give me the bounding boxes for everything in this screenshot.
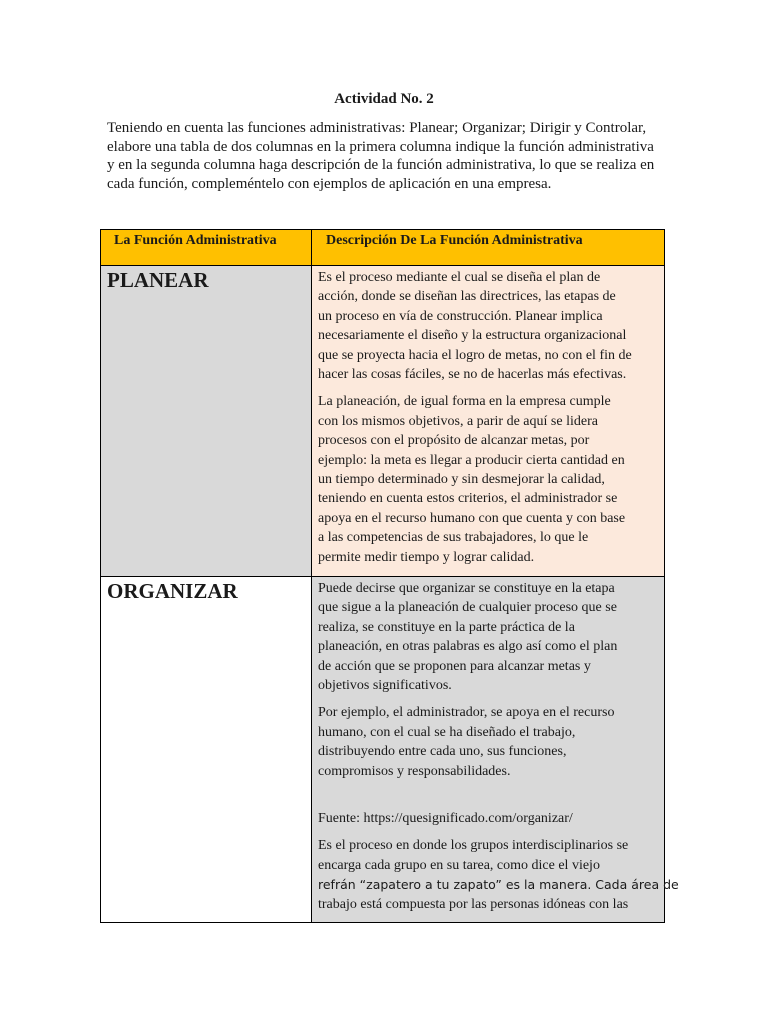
- planear-paragraph-2: [318, 392, 660, 567]
- text-line: necesariamente el diseño y la estructura organizacional: [318, 328, 627, 344]
- function-name-planear: PLANEAR: [107, 268, 209, 292]
- text-line: refrán “zapatero a tu zapato” es la manera. Cada área de: [318, 877, 679, 893]
- header-description: Descripción De La Función Administrativa: [312, 230, 665, 266]
- text-line: Es el proceso en donde los grupos interdisciplinarios se: [318, 838, 629, 854]
- text-line: humano, con el cual se ha diseñado el trabajo,: [318, 724, 576, 740]
- text-line: objetivos significativos.: [318, 678, 452, 694]
- text-line: Es el proceso mediante el cual se diseña el plan de: [318, 270, 601, 285]
- intro-line: y en la segunda columna haga descripción de la función administrativa, lo que se realiza en: [107, 157, 655, 173]
- text-line: de acción que se proponen para alcanzar metas y: [318, 658, 591, 674]
- text-line: un tiempo determinado y sin desmejorar la calidad,: [318, 472, 605, 488]
- intro-line: Teniendo en cuenta las funciones administrativas: Planear; Organizar; Dirigir y Controlar,: [107, 120, 647, 136]
- table-header-row: [101, 230, 665, 266]
- text-line: hacer las cosas fáciles, se no de hacerlas más efectivas.: [318, 367, 627, 383]
- text-line: teniendo en cuenta estos criterios, el administrador se: [318, 491, 618, 507]
- text-line: con los mismos objetivos, a parir de aquí se lidera: [318, 413, 598, 429]
- text-line: Por ejemplo, el administrador, se apoya en el recurso: [318, 705, 615, 721]
- intro-line: cada función, compleméntelo con ejemplos de aplicación en una empresa.: [107, 175, 552, 192]
- intro-paragraph: [107, 119, 663, 193]
- table-row-planear: [101, 266, 665, 577]
- cell-description: [312, 577, 679, 923]
- organizar-paragraph-1: [318, 579, 660, 695]
- intro-line: elabore una tabla de dos columnas en la primera columna indique la función administrativa: [107, 138, 654, 155]
- text-line: distribuyendo entre cada uno, sus funciones,: [318, 744, 567, 760]
- text-line: compromisos y responsabilidades.: [318, 763, 511, 779]
- text-line: planeación, en otras palabras es algo así como el plan: [318, 639, 618, 655]
- planear-paragraph-1: [318, 268, 660, 384]
- table-row-organizar: [101, 577, 665, 923]
- header-function: La Función Administrativa: [101, 230, 312, 266]
- text-line: un proceso en vía de construcción. Planear implica: [318, 308, 603, 324]
- cell-function-name: [101, 577, 312, 923]
- functions-table: [100, 229, 679, 923]
- text-line: realiza, se constituye en la parte práctica de la: [318, 619, 575, 635]
- text-line: ejemplo: la meta es llegar a producir cierta cantidad en: [318, 452, 625, 468]
- text-line: La planeación, de igual forma en la empresa cumple: [318, 394, 611, 410]
- page-title: Actividad No. 2: [334, 91, 434, 107]
- text-line: procesos con el propósito de alcanzar metas, por: [318, 433, 590, 449]
- text-line: encarga cada grupo en su tarea, como dice el viejo: [318, 857, 600, 873]
- text-line: Puede decirse que organizar se constituye en la etapa: [318, 581, 615, 596]
- text-line: Fuente: https://quesignificado.com/organizar/: [318, 811, 573, 827]
- organizar-paragraph-3: [318, 836, 679, 914]
- text-line: apoya en el recurso humano con que cuenta y con base: [318, 510, 626, 526]
- text-line: que se proyecta hacia el logro de metas, no con el fin de: [318, 347, 632, 363]
- text-line: acción, donde se diseñan las directrices, las etapas de: [318, 289, 616, 305]
- text-line: a las competencias de sus trabajadores, lo que le: [318, 530, 589, 546]
- text-line: que sigue a la planeación de cualquier proceso que se: [318, 600, 617, 616]
- text-line: trabajo está compuesta por las personas idóneas con las: [318, 896, 629, 912]
- source-citation: [318, 809, 660, 828]
- cell-description: [312, 266, 665, 577]
- text-line: permite medir tiempo y lograr calidad.: [318, 549, 535, 565]
- function-name-organizar: ORGANIZAR: [107, 579, 238, 603]
- cell-function-name: [101, 266, 312, 577]
- organizar-paragraph-2: [318, 703, 660, 781]
